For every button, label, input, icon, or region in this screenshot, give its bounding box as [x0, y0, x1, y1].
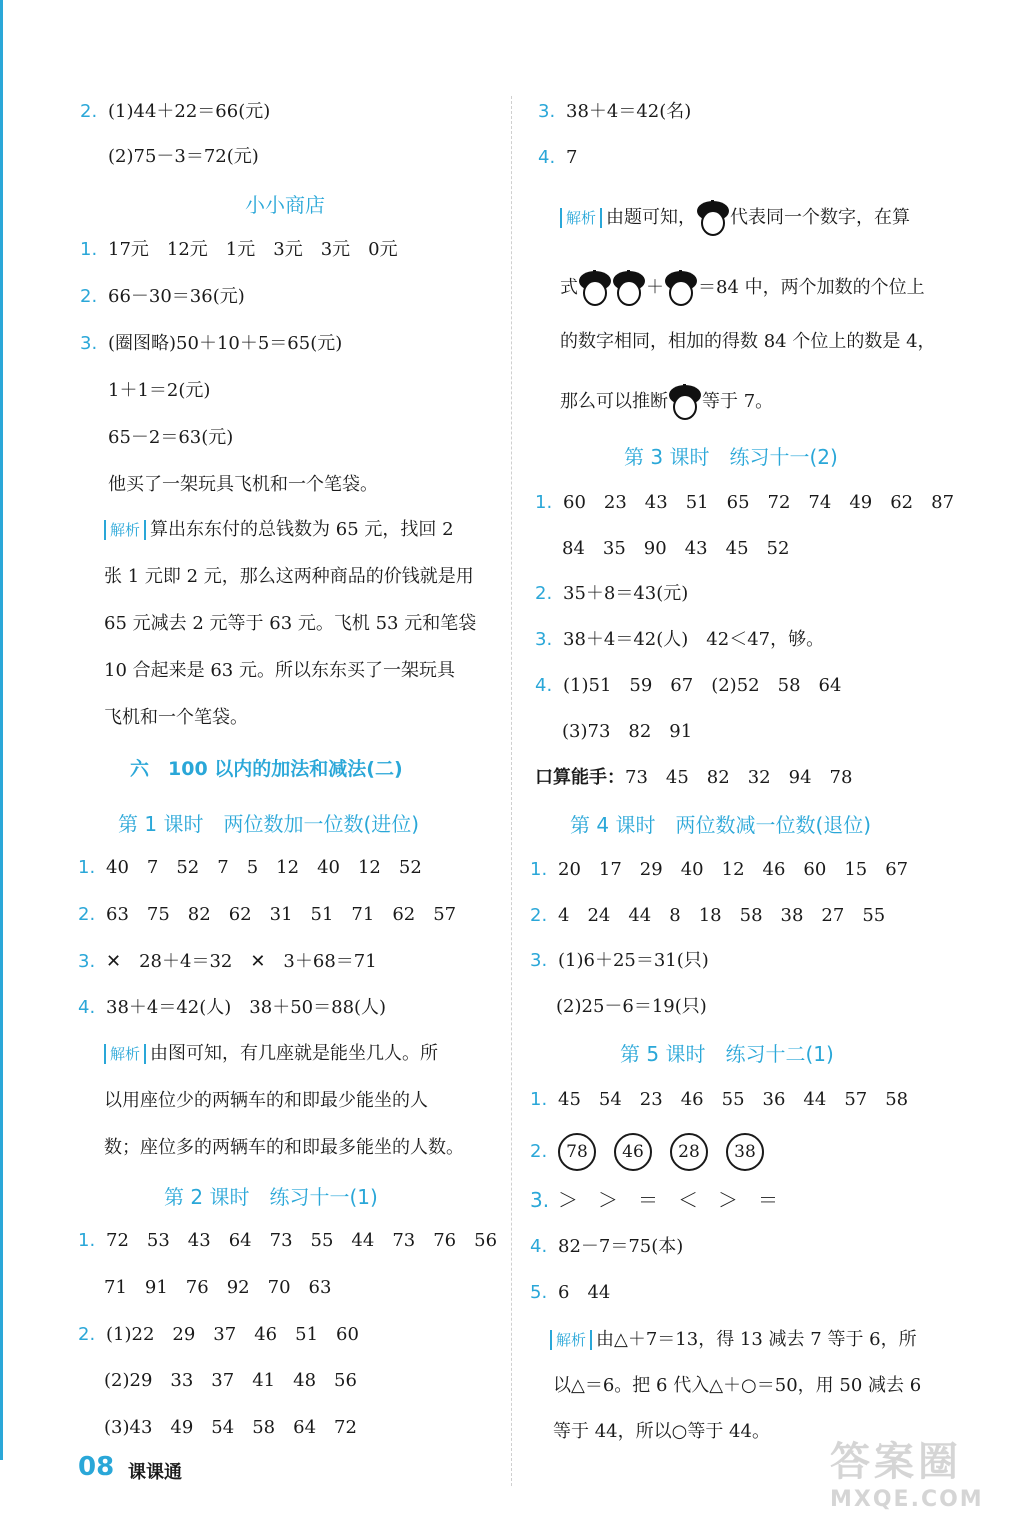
answer-line: (2)75－3＝72(元) [108, 146, 259, 167]
circled-number: 38 [726, 1133, 764, 1171]
answer-line: 1. 60 23 43 51 65 72 74 49 62 87 [535, 492, 955, 513]
explanation-line: 数；座位多的两辆车的和即最多能坐的人数。 [104, 1137, 464, 1158]
circled-number: 28 [670, 1133, 708, 1171]
answer-line: (2)29 33 37 41 48 56 [104, 1370, 357, 1391]
answer-line: 71 91 76 92 70 63 [104, 1277, 332, 1298]
analysis-tag: 解析 [104, 520, 146, 540]
analysis-tag: 解析 [550, 1330, 592, 1350]
explanation-line: 10 合起来是 63 元。所以东东买了一架玩具 [104, 660, 455, 681]
lesson-heading-5: 第 5 课时 练习十二(1) [620, 1042, 834, 1066]
explanation-line: 解析 算出东东付的总钱数为 65 元，找回 2 [104, 518, 454, 542]
acorn-icon [578, 270, 612, 306]
answer-line: 3. ＞ ＞ ＝ ＜ ＞ ＝ [530, 1188, 778, 1212]
acorn-icon [696, 200, 730, 236]
answer-line: (3)73 82 91 [562, 721, 693, 742]
analysis-tag: 解析 [104, 1044, 146, 1064]
answer-line: (2)25－6＝19(只) [556, 996, 707, 1017]
answer-line: 4. 38＋4＝42(人) 38＋50＝88(人) [78, 997, 387, 1018]
section-heading-shop: 小小商店 [245, 193, 325, 217]
circled-number: 46 [614, 1133, 652, 1171]
unit-heading: 六 100 以内的加法和减法(二) [130, 758, 403, 780]
explanation-line: 以用座位少的两辆车的和即最少能坐的人 [104, 1090, 428, 1111]
answer-line: 4. 7 [538, 147, 578, 168]
answer-line: 1. 45 54 23 46 55 36 44 57 58 [530, 1089, 909, 1110]
lesson-heading-4: 第 4 课时 两位数减一位数(退位) [570, 813, 872, 837]
explanation-line: 飞机和一个笔袋。 [104, 707, 248, 728]
watermark-logo: 答案圈 MXQE.COM [830, 1439, 984, 1512]
column-divider [511, 96, 512, 1486]
answer-line: 2. 4 24 44 8 18 58 38 27 55 [530, 905, 886, 926]
explanation-line: 解析 由图可知，有几座就是能坐几人。所 [104, 1042, 438, 1066]
answer-line: 2. 66－30＝36(元) [80, 286, 245, 307]
answer-line: 3. ✕ 28＋4＝32 ✕ 3＋68＝71 [78, 951, 377, 972]
page-number: 08 [78, 1452, 115, 1482]
explanation-line: 等于 44，所以○等于 44。 [553, 1421, 770, 1442]
answer-line: 2. 78 46 28 38 [530, 1133, 782, 1171]
answer-line: 1. 40 7 52 7 5 12 40 12 52 [78, 857, 422, 878]
acorn-icon [664, 270, 698, 306]
answer-line: 2. 35＋8＝43(元) [535, 583, 689, 604]
explanation-line: 65 元减去 2 元等于 63 元。飞机 53 元和笔袋 [104, 613, 477, 634]
answer-line: 3. (1)6＋25＝31(只) [530, 950, 709, 971]
answer-line: 3. 38＋4＝42(人) 42＜47，够。 [535, 629, 825, 650]
explanation-line: 式 ＋ ＝84 中，两个加数的个位上 [560, 270, 925, 306]
explanation-line: 张 1 元即 2 元，那么这两种商品的价钱就是用 [104, 566, 474, 587]
answer-line: 2. 63 75 82 62 31 51 71 62 57 [78, 904, 457, 925]
answer-line: 1. 17元 12元 1元 3元 3元 0元 [80, 239, 398, 260]
explanation-line: 以△＝6。把 6 代入△＋○＝50，用 50 减去 6 [553, 1375, 922, 1396]
mental-math-label: 口算能手： [535, 767, 625, 788]
acorn-icon [668, 384, 702, 420]
answer-line: 1. 72 53 43 64 73 55 44 73 76 56 [78, 1230, 498, 1251]
answer-line: 他买了一架玩具飞机和一个笔袋。 [108, 474, 378, 495]
answer-line: 3. 38＋4＝42(名) [538, 101, 692, 122]
explanation-line: 解析 由题可知， 代表同一个数字，在算 [560, 200, 910, 236]
explanation-line: 那么可以推断 等于 7。 [560, 384, 773, 420]
circled-number: 78 [558, 1133, 596, 1171]
mental-math-line: 口算能手：73 45 82 32 94 78 [535, 767, 853, 788]
answer-line: 4. (1)51 59 67 (2)52 58 64 [535, 675, 842, 696]
acorn-icon [612, 270, 646, 306]
answer-line: 65－2＝63(元) [108, 427, 234, 448]
lesson-heading-2: 第 2 课时 练习十一(1) [164, 1185, 378, 1209]
lesson-heading-3: 第 3 课时 练习十一(2) [624, 445, 838, 469]
book-title: 课课通 [128, 1462, 182, 1483]
answer-line: 2. (1)22 29 37 46 51 60 [78, 1324, 359, 1345]
left-accent-bar [0, 0, 32, 1460]
answer-line: 1. 20 17 29 40 12 46 60 15 67 [530, 859, 909, 880]
answer-line: 4. 82－7＝75(本) [530, 1236, 684, 1257]
answer-line: 84 35 90 43 45 52 [562, 538, 790, 559]
answer-line: 2. (1)44＋22＝66(元) [80, 101, 271, 122]
answer-line: (3)43 49 54 58 64 72 [104, 1417, 357, 1438]
explanation-line: 的数字相同，相加的得数 84 个位上的数是 4， [560, 331, 936, 352]
answer-line: 5. 6 44 [530, 1282, 611, 1303]
analysis-tag: 解析 [560, 208, 602, 228]
lesson-heading-1: 第 1 课时 两位数加一位数(进位) [118, 812, 420, 836]
explanation-line: 解析 由△＋7＝13，得 13 减去 7 等于 6，所 [550, 1328, 917, 1352]
answer-line: 3. (圈图略)50＋10＋5＝65(元) [80, 333, 343, 354]
answer-line: 1＋1＝2(元) [108, 380, 211, 401]
